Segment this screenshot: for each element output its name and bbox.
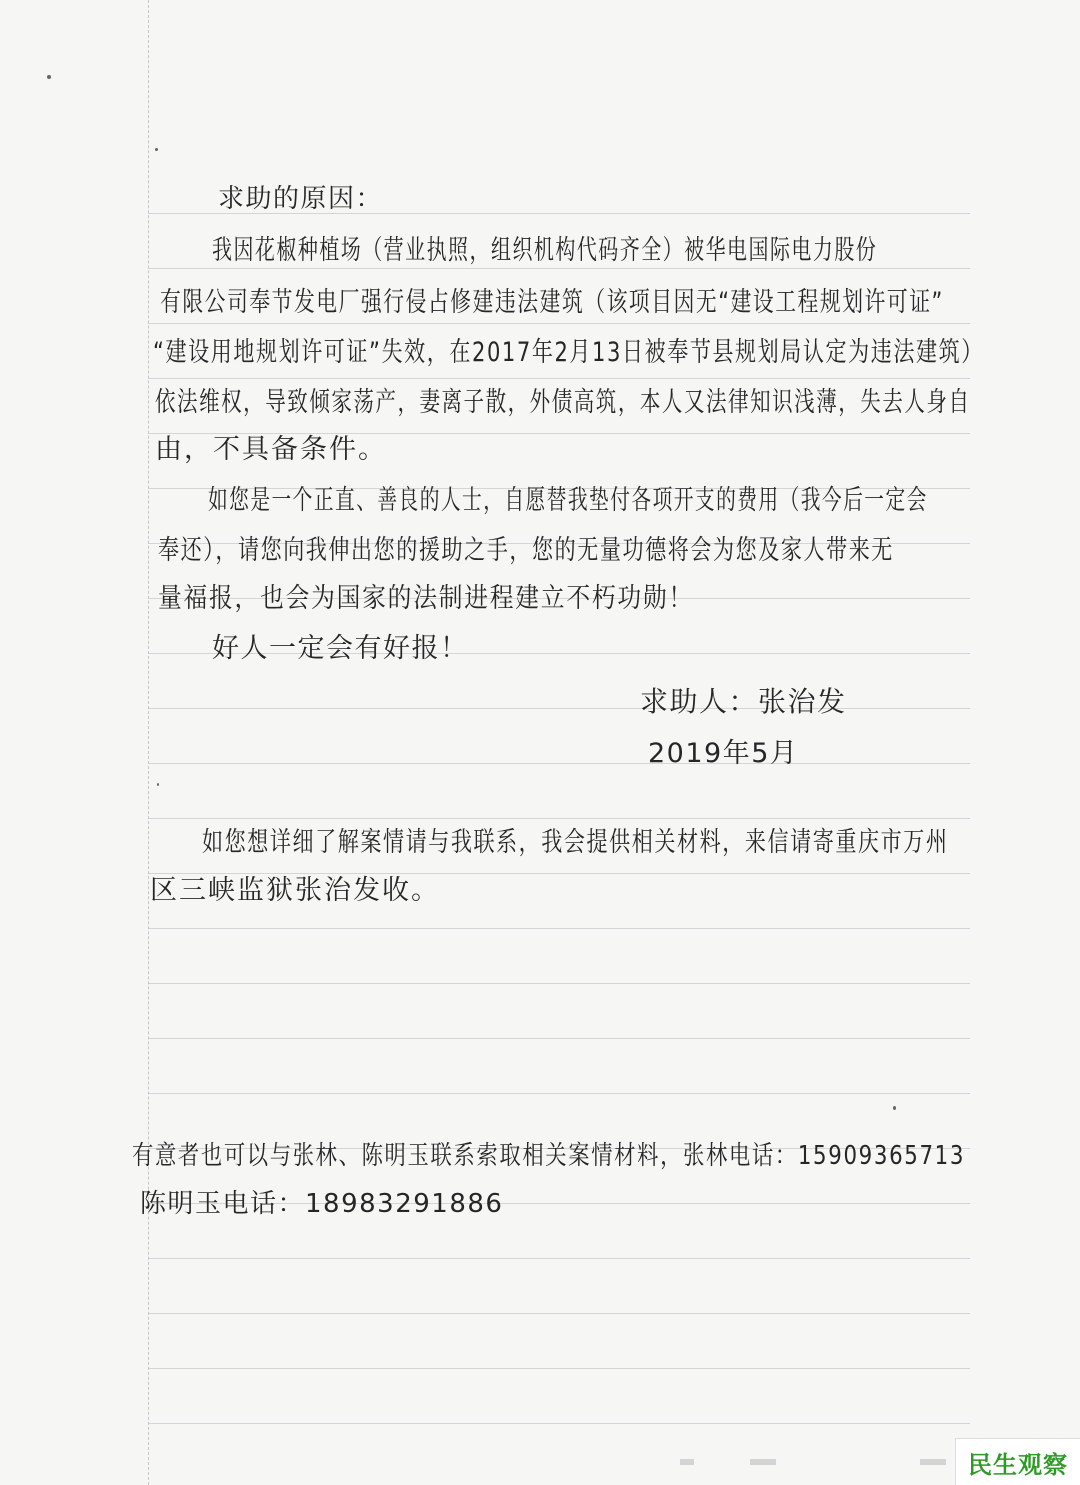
paragraph-line: 有限公司奉节发电厂强行侵占修建违法建筑（该项目因无“建设工程规划许可证” [160, 287, 944, 318]
ruled-line [148, 983, 970, 984]
margin-line [148, 0, 149, 1485]
alt-contact-line: 有意者也可以与张林、陈明玉联系索取相关案情材料，张林电话：15909365713 [132, 1141, 966, 1171]
watermark-logo: 民生观察 [955, 1438, 1080, 1485]
footer-print-marks [680, 1456, 960, 1468]
ruled-line [148, 1368, 970, 1369]
ruled-line [148, 763, 970, 764]
letter-date: 2019年5月 [648, 738, 799, 769]
ruled-line [148, 1423, 970, 1424]
paragraph-line: 奉还），请您向我伸出您的援助之手，您的无量功德将会为您及家人带来无 [158, 535, 894, 566]
ruled-line [148, 1093, 970, 1094]
ruled-line [148, 268, 970, 269]
paragraph-line: 依法维权，导致倾家荡产，妻离子散，外债高筑，本人又法律知识浅薄，失去人身自 [155, 387, 971, 418]
ruled-line [148, 378, 970, 379]
paper-speck [157, 783, 159, 786]
ruled-line [148, 1313, 970, 1314]
paragraph-line: 量福报，也会为国家的法制进程建立不朽功勋！ [158, 583, 694, 614]
paragraph-line: 由，不具备条件。 [155, 434, 387, 465]
paragraph-line: “建设用地规划许可证”失效，在2017年2月13日被奉节县规划局认定为违法建筑） [153, 337, 984, 368]
paragraph-line: 我因花椒种植场（营业执照，组织机构代码齐全）被华电国际电力股份 [212, 235, 878, 266]
signature-line: 求助人：张治发 [640, 685, 847, 718]
closing-line: 好人一定会有好报！ [212, 633, 469, 664]
ruled-line [148, 1258, 970, 1259]
paper-speck [155, 148, 158, 151]
ruled-line [148, 1038, 970, 1039]
contact-line: 区三峡监狱张治发收。 [150, 875, 440, 906]
contact-line: 如您想详细了解案情请与我联系，我会提供相关材料，来信请寄重庆市万州 [202, 827, 949, 858]
page-footer-mark [680, 1456, 960, 1472]
letter-heading: 求助的原因： [218, 184, 384, 214]
ruled-line [148, 818, 970, 819]
paragraph-line: 如您是一个正直、善良的人士，自愿替我垫付各项开支的费用（我今后一定会 [208, 485, 928, 516]
ruled-line [148, 323, 970, 324]
ruled-line [148, 708, 970, 709]
alt-contact-line: 陈明玉电话：18983291886 [140, 1189, 504, 1219]
paper-speck [47, 75, 51, 79]
ruled-line [148, 928, 970, 929]
paper-speck [893, 1106, 896, 1110]
